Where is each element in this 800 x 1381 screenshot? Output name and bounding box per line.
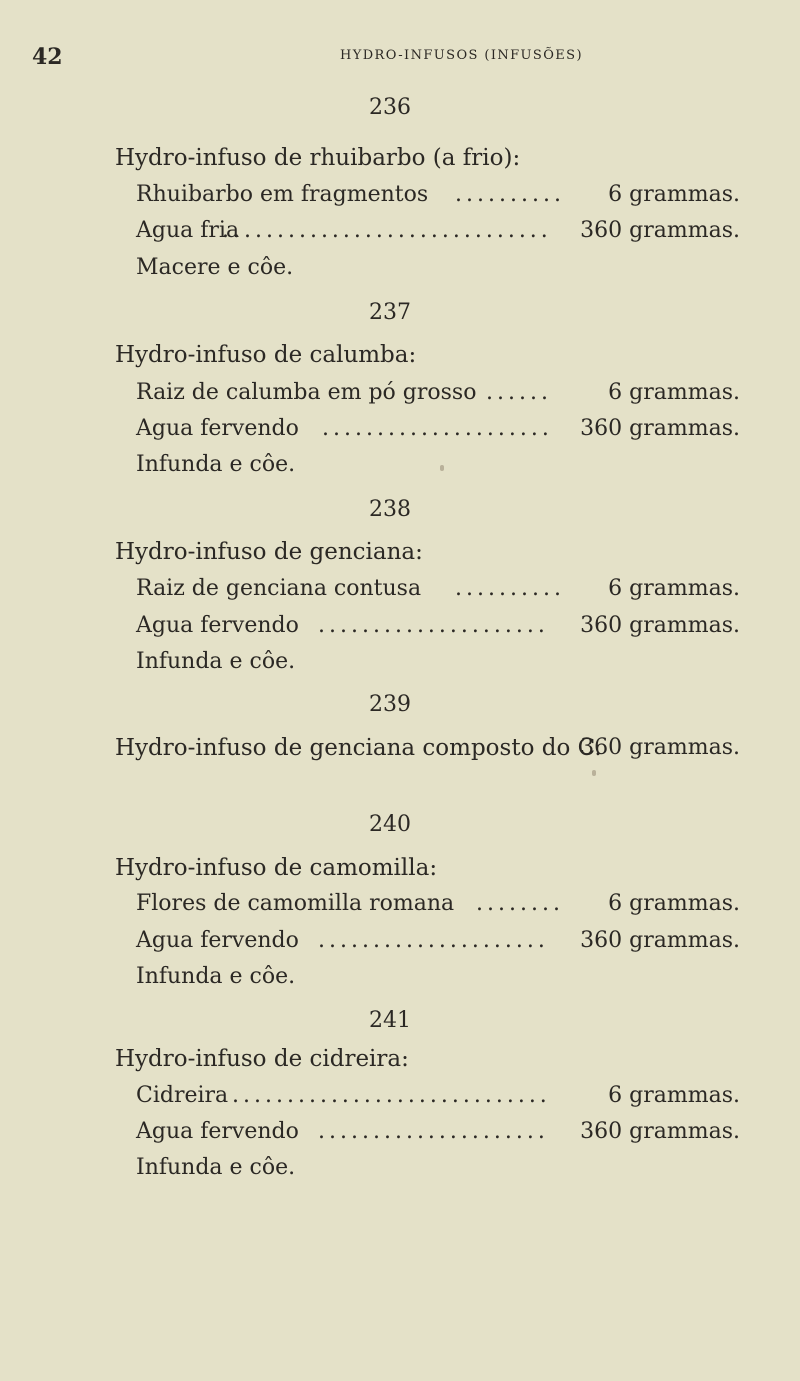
leader-dots: .......... — [455, 182, 565, 207]
ingredient-name: Raiz de genciana contusa — [136, 576, 422, 601]
ingredient-name: Agua fervendo — [136, 613, 299, 638]
running-head: HYDRO-INFUSOS (INFUSÕES) — [340, 48, 583, 63]
ingredient-name: Agua fervendo — [136, 1119, 299, 1144]
recipe-title: Hydro-infuso de genciana: — [115, 539, 423, 565]
ingredient-line — [0, 613, 800, 645]
ingredient-name: Agua fervendo — [136, 416, 299, 441]
recipe-number: 239 — [369, 692, 411, 717]
recipe-title: Hydro-infuso de genciana composto do C. — [115, 735, 602, 761]
ingredient-qty: 360 grammas. — [580, 218, 740, 243]
recipe-instruction: Infunda e côe. — [136, 649, 296, 674]
ingredient-line — [0, 928, 800, 960]
recipe-number: 241 — [369, 1008, 411, 1033]
recipe-title: Hydro-infuso de calumba: — [115, 342, 417, 368]
ingredient-qty: 6 grammas. — [608, 182, 740, 207]
leader-dots: ............................. — [232, 1083, 551, 1108]
ingredient-line — [0, 416, 800, 448]
recipe-title: Hydro-infuso de camomilla: — [115, 855, 438, 881]
ingredient-line — [0, 380, 800, 412]
ingredient-qty: 360 grammas. — [580, 1119, 740, 1144]
leader-dots: ..................... — [322, 416, 553, 441]
ingredient-qty: 6 grammas. — [608, 576, 740, 601]
ingredient-qty: 360 grammas. — [580, 928, 740, 953]
ingredient-line — [0, 891, 800, 923]
leader-dots: ..................... — [318, 928, 549, 953]
ingredient-name: Agua fervendo — [136, 928, 299, 953]
ingredient-qty: 6 grammas. — [608, 1083, 740, 1108]
ingredient-line — [0, 1083, 800, 1115]
ingredient-line — [0, 218, 800, 250]
ingredient-name: Flores de camomilla romana — [136, 891, 455, 916]
recipe-number: 238 — [369, 497, 411, 522]
recipe-instruction: Macere e côe. — [136, 255, 294, 280]
ingredient-qty: 6 grammas. — [608, 891, 740, 916]
recipe-number: 240 — [369, 812, 411, 837]
ingredient-line — [0, 182, 800, 214]
ingredient-name: Cidreira — [136, 1083, 229, 1108]
ingredient-line — [0, 576, 800, 608]
ingredient-qty: 6 grammas. — [608, 380, 740, 405]
ingredient-name: Raiz de calumba em pó grosso — [136, 380, 477, 405]
leader-dots: ..................... — [318, 1119, 549, 1144]
recipe-title: Hydro-infuso de rhuibarbo (a frio): — [115, 145, 521, 171]
paper-speck — [592, 770, 596, 776]
ingredient-name: Agua fria — [136, 218, 240, 243]
recipe-instruction: Infunda e côe. — [136, 964, 296, 989]
leader-dots: .......... — [455, 576, 565, 601]
paper-speck — [440, 465, 444, 471]
page-header — [0, 40, 800, 80]
recipe-number: 236 — [369, 95, 411, 120]
leader-dots: .............................. — [222, 218, 552, 243]
ingredient-qty: 360 grammas. — [580, 416, 740, 441]
ingredient-qty: 360 grammas. — [580, 613, 740, 638]
leader-dots: ...... — [486, 380, 552, 405]
recipe-instruction: Infunda e côe. — [136, 452, 296, 477]
page-number: 42 — [32, 44, 63, 70]
recipe-instruction: Infunda e côe. — [136, 1155, 296, 1180]
ingredient-line — [0, 1119, 800, 1151]
leader-dots: ..................... — [318, 613, 549, 638]
recipe-title: Hydro-infuso de cidreira: — [115, 1046, 409, 1072]
ingredient-line — [0, 735, 800, 767]
recipe-number: 237 — [369, 300, 411, 325]
recipe-title-qty: 360 grammas. — [580, 735, 740, 760]
ingredient-name: Rhuibarbo em fragmentos — [136, 182, 429, 207]
leader-dots: ........ — [476, 891, 564, 916]
